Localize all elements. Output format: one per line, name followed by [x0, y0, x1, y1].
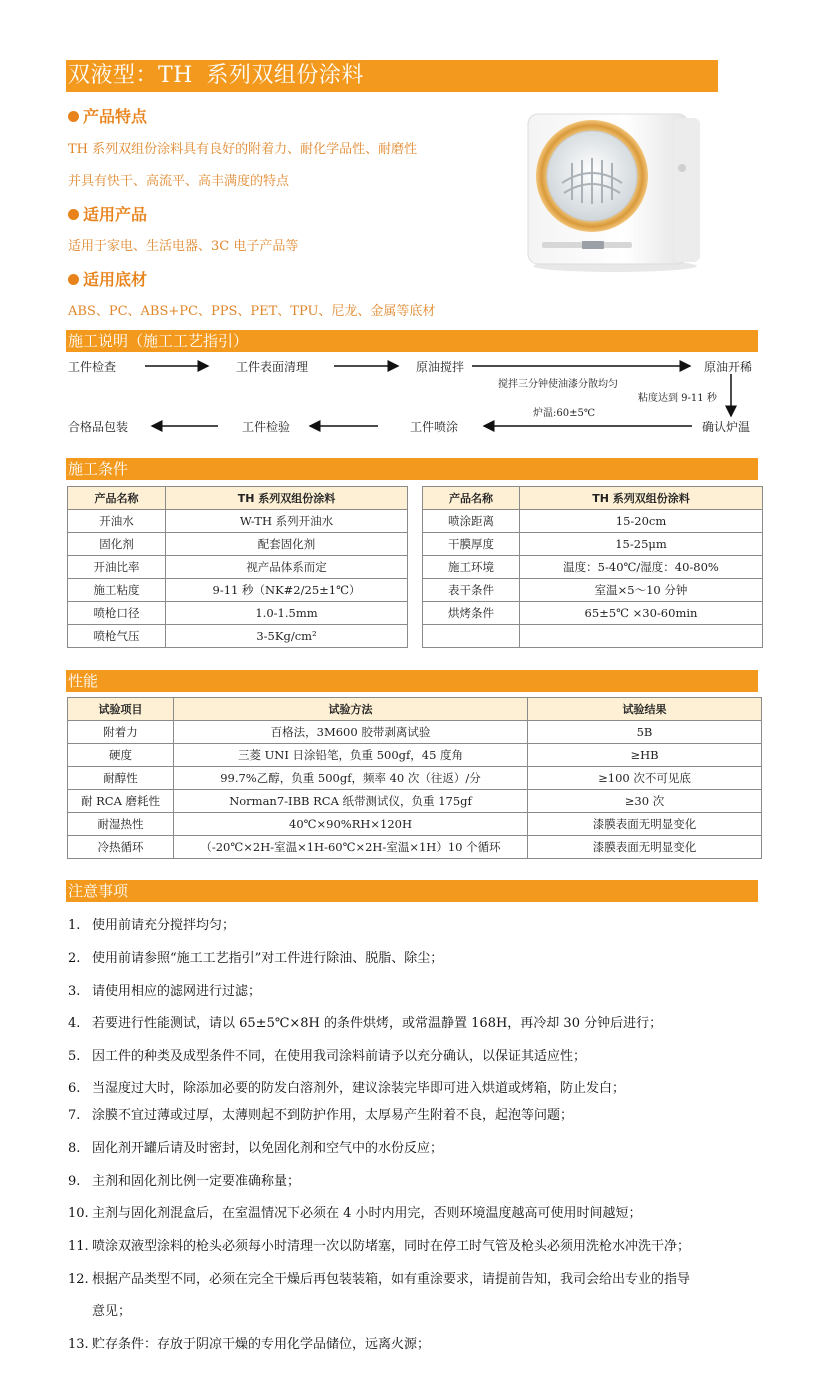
table-cell: ≥30 次 — [528, 790, 762, 813]
table-row — [68, 579, 408, 602]
list-item: 5. 因工件的种类及成型条件不同，在使用我司涂料前请予以充分确认，以保证其适应性； — [68, 1049, 587, 1064]
table-row — [68, 510, 408, 533]
list-item: 11. 喷涂双液型涂料的枪头必须每小时清理一次以防堵塞，同时在停工时气管及枪头必须用洗枪水冲洗干净； — [68, 1239, 691, 1254]
table-row — [68, 698, 762, 721]
orange-dot-icon — [68, 274, 79, 285]
viscosity-note: 粘度达到 9-11 秒 — [638, 393, 717, 404]
table-cell: 65±5℃ ×30-60min — [520, 602, 763, 625]
list-item: 3. 请使用相应的滤网进行过滤； — [68, 984, 262, 999]
dishwasher-image — [522, 108, 708, 274]
table-header-cell: 试验项目 — [68, 698, 174, 721]
table-row — [423, 625, 763, 648]
substrates-text: ABS、PC、ABS+PC、PPS、PET、TPU、尼龙、金属等底材 — [68, 304, 436, 319]
performance-table — [67, 697, 762, 859]
table-cell: 固化剂 — [68, 533, 166, 556]
step-package: 合格品包装 — [68, 420, 129, 434]
table-cell: 三菱 UNI 日涂铅笔，负重 500gf，45 度角 — [174, 744, 528, 767]
table-cell: 40℃×90%RH×120H — [174, 813, 528, 836]
list-item: 7. 涂膜不宜过薄或过厚，太薄则起不到防护作用，太厚易产生附着不良，起泡等问题； — [68, 1108, 574, 1123]
table-cell: 9-11 秒（NK#2/25±1℃） — [166, 579, 408, 602]
orange-dot-icon — [68, 111, 79, 122]
table-cell: 施工环境 — [423, 556, 520, 579]
page-title-part1: 双液型：TH — [68, 63, 193, 88]
list-item: 9. 主剂和固化剂比例一定要准确称量； — [68, 1174, 301, 1189]
table-cell: 干膜厚度 — [423, 533, 520, 556]
process-band: 施工说明（施工工艺指引） — [66, 330, 758, 352]
substrates-heading: 适用底材 — [68, 267, 147, 290]
table-row — [423, 533, 763, 556]
step-spray: 工件喷涂 — [410, 420, 459, 434]
table-cell: 漆膜表面无明显变化 — [528, 836, 762, 859]
table-row — [423, 602, 763, 625]
list-item: 10. 主剂与固化剂混盒后，在室温情况下必须在 4 小时内用完，否则环境温度越高可使用时间越短； — [68, 1206, 642, 1221]
step-surface-clean: 工件表面清理 — [236, 360, 309, 374]
table-cell: 室温×5～10 分钟 — [520, 579, 763, 602]
step-check: 工件检验 — [242, 420, 291, 434]
list-item: 意见； — [92, 1304, 132, 1319]
table-header-cell: TH 系列双组份涂料 — [520, 487, 763, 510]
list-item: 6. 当湿度过大时，除添加必要的防发白溶剂外，建议涂装完毕即可进入烘道或烤箱，防止发白； — [68, 1081, 626, 1096]
table-header-cell: 产品名称 — [68, 487, 166, 510]
list-item: 1. 使用前请充分搅拌均匀； — [68, 918, 236, 933]
table-row — [68, 744, 762, 767]
table-cell: 视产品体系而定 — [166, 556, 408, 579]
products-heading: 适用产品 — [68, 202, 147, 225]
conditions-table-right — [422, 486, 763, 648]
table-cell: Norman7-IBB RCA 纸带测试仪，负重 175gf — [174, 790, 528, 813]
table-header-cell: 试验结果 — [528, 698, 762, 721]
table-cell: 附着力 — [68, 721, 174, 744]
table-cell: 冷热循环 — [68, 836, 174, 859]
table-cell: 1.0-1.5mm — [166, 602, 408, 625]
table-cell: 15-25μm — [520, 533, 763, 556]
table-row — [423, 487, 763, 510]
features-heading: 产品特点 — [68, 104, 147, 127]
list-item: 4. 若要进行性能测试，请以 65±5℃×8H 的条件烘烤，或常温静置 168H，再冷却 30 分钟后进行； — [68, 1016, 663, 1031]
table-cell: 表干条件 — [423, 579, 520, 602]
table-cell: 开油水 — [68, 510, 166, 533]
table-cell — [423, 625, 520, 648]
table-header-cell: TH 系列双组份涂料 — [166, 487, 408, 510]
table-cell: 温度：5-40℃/湿度：40-80% — [520, 556, 763, 579]
table-header-cell: 产品名称 — [423, 487, 520, 510]
table-cell: 开油比率 — [68, 556, 166, 579]
table-cell: 耐湿热性 — [68, 813, 174, 836]
orange-dot-icon — [68, 209, 79, 220]
table-cell: 漆膜表面无明显变化 — [528, 813, 762, 836]
notes-band: 注意事项 — [66, 880, 758, 902]
table-cell: 15-20cm — [520, 510, 763, 533]
table-cell: 耐 RCA 磨耗性 — [68, 790, 174, 813]
conditions-band: 施工条件 — [66, 458, 758, 480]
table-cell: 施工粘度 — [68, 579, 166, 602]
list-item: 13. 贮存条件：存放于阴凉干燥的专用化学品储位，远离火源； — [68, 1337, 431, 1352]
table-cell: 3-5Kg/cm² — [166, 625, 408, 648]
table-cell: 喷枪气压 — [68, 625, 166, 648]
table-row — [68, 533, 408, 556]
table-cell: 99.7%乙醇，负重 500gf，频率 40 次（往返）/分 — [174, 767, 528, 790]
conditions-table-left — [67, 486, 408, 648]
table-cell: 喷涂距离 — [423, 510, 520, 533]
table-cell — [520, 625, 763, 648]
table-cell: 耐醇性 — [68, 767, 174, 790]
table-row — [68, 487, 408, 510]
list-item: 12. 根据产品类型不同，必须在完全干燥后再包装装箱，如有重涂要求，请提前告知，我司会给出专业的指导 — [68, 1272, 691, 1287]
step-inspect: 工件检查 — [68, 360, 117, 374]
table-cell: 百格法，3M600 胶带剥离试验 — [174, 721, 528, 744]
oven-note: 炉温:60±5℃ — [533, 408, 596, 419]
features-line1: TH 系列双组份涂料具有良好的附着力、耐化学品性、耐磨性 — [68, 142, 418, 157]
stir-note: 搅拌三分钟使油漆分散均匀 — [498, 379, 618, 390]
table-row — [423, 579, 763, 602]
table-cell: 硬度 — [68, 744, 174, 767]
list-item: 2. 使用前请参照“施工工艺指引”对工件进行除油、脱脂、除尘； — [68, 951, 444, 966]
page-title — [68, 62, 364, 90]
table-cell: （-20℃×2H-室温×1H-60℃×2H-室温×1H）10 个循环 — [174, 836, 528, 859]
page-title-part2: 系列双组份涂料 — [206, 63, 364, 88]
performance-band: 性能 — [66, 670, 758, 692]
table-row — [68, 790, 762, 813]
table-row — [68, 767, 762, 790]
table-cell: ≥HB — [528, 744, 762, 767]
table-header-cell: 试验方法 — [174, 698, 528, 721]
products-text: 适用于家电、生活电器、3C 电子产品等 — [68, 239, 299, 254]
table-cell: 配套固化剂 — [166, 533, 408, 556]
table-cell: W-TH 系列开油水 — [166, 510, 408, 533]
table-row — [423, 510, 763, 533]
step-stir: 原油搅拌 — [416, 360, 465, 374]
table-cell: 5B — [528, 721, 762, 744]
step-thin: 原油开稀 — [704, 360, 753, 374]
table-row — [68, 602, 408, 625]
table-row — [68, 556, 408, 579]
table-row — [68, 813, 762, 836]
table-cell: 喷枪口径 — [68, 602, 166, 625]
table-row — [68, 836, 762, 859]
table-cell: 烘烤条件 — [423, 602, 520, 625]
table-row — [68, 721, 762, 744]
table-cell: ≥100 次不可见底 — [528, 767, 762, 790]
features-line2: 并具有快干、高流平、高丰满度的特点 — [68, 174, 290, 189]
list-item: 8. 固化剂开罐后请及时密封，以免固化剂和空气中的水份反应； — [68, 1141, 444, 1156]
table-row — [423, 556, 763, 579]
table-row — [68, 625, 408, 648]
step-oven-temp: 确认炉温 — [702, 420, 751, 434]
